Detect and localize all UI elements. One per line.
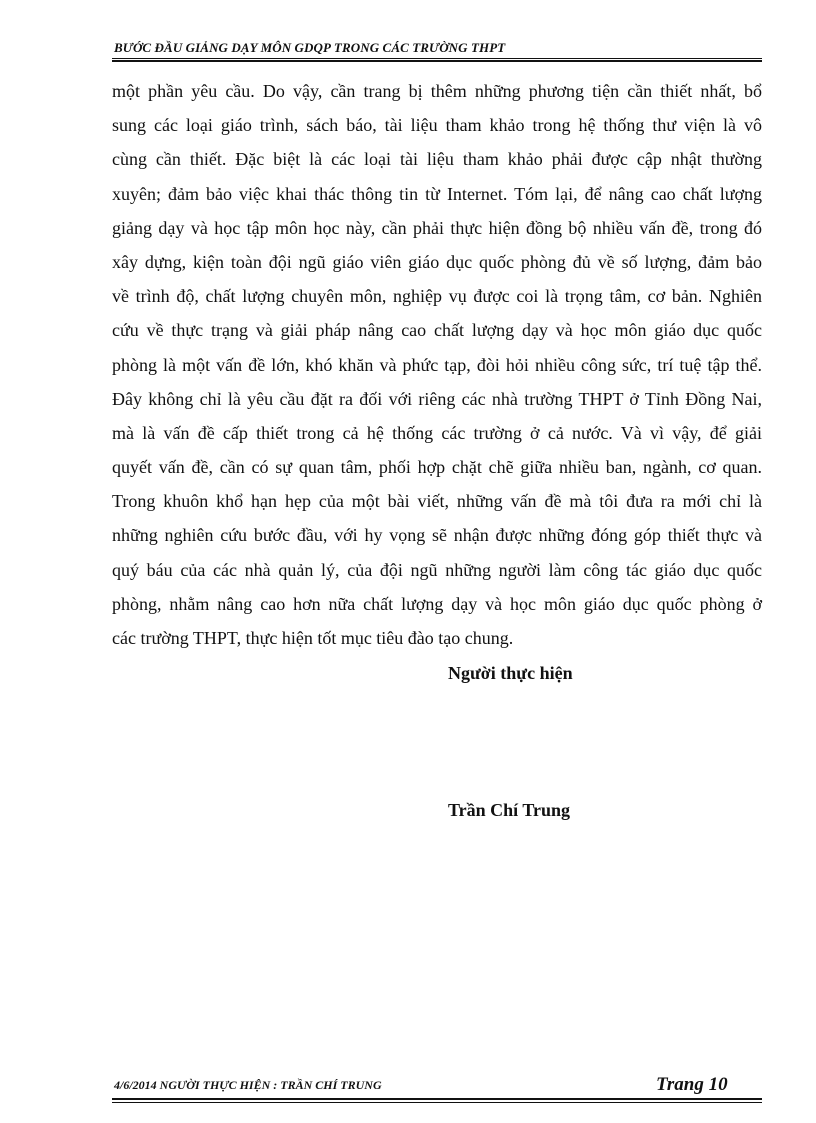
paragraph-line: những nghiên cứu bước đầu, với hy vọng sẽ nhận được những đóng góp thiết thực và bbox=[112, 525, 762, 546]
page-footer bbox=[112, 1074, 762, 1106]
header-rule-thick bbox=[112, 60, 762, 62]
page-header bbox=[112, 38, 762, 62]
signature-role: Người thực hiện bbox=[448, 663, 573, 683]
paragraph-line-last: các trường THPT, thực hiện tốt mục tiêu đào tạo chung. bbox=[112, 628, 514, 648]
paragraph-line: cứu về thực trạng và giải pháp nâng cao chất lượng dạy và học môn giáo dục quốc bbox=[112, 320, 762, 341]
paragraph-line: quyết vấn đề, cần có sự quan tâm, phối hợp chặt chẽ giữa nhiều ban, ngành, cơ quan. bbox=[112, 457, 762, 478]
header-rule bbox=[112, 58, 762, 59]
page-number: Trang 10 bbox=[656, 1074, 728, 1095]
footer-author-date: 4/6/2014 NGƯỜI THỰC HIỆN : TRẦN CHÍ TRUNG bbox=[114, 1078, 382, 1092]
paragraph-line: mà là vấn đề cấp thiết trong cả hệ thống các trường ở cả nước. Và vì vậy, để giải bbox=[112, 422, 762, 443]
body-paragraph bbox=[112, 74, 762, 655]
paragraph-line: giảng dạy và học tập môn học này, cần phải thực hiện đồng bộ nhiều vấn đề, trong đó bbox=[112, 217, 762, 238]
paragraph-line: Đây không chỉ là yêu cầu đặt ra đối với riêng các nhà trường THPT ở Tỉnh Đồng Nai, bbox=[112, 388, 762, 409]
paragraph-line: phòng, nhằm nâng cao hơn nữa chất lượng dạy và học môn giáo dục quốc phòng ở bbox=[112, 593, 762, 614]
paragraph-line: sung các loại giáo trình, sách báo, tài liệu tham khảo trong hệ thống thư viện là vô bbox=[112, 115, 762, 136]
header-title: BƯỚC ĐẦU GIẢNG DẠY MÔN GDQP TRONG CÁC TRƯỜNG THPT bbox=[114, 40, 506, 55]
paragraph-line: phòng là một vấn đề lớn, khó khăn và phức tạp, đòi hỏi nhiều công sức, trí tuệ tập thể. bbox=[112, 354, 762, 375]
paragraph-line: xây dựng, kiện toàn đội ngũ giáo viên giáo dục quốc phòng đủ về số lượng, đảm bảo bbox=[112, 251, 762, 272]
paragraph-line: một phần yêu cầu. Do vậy, cần trang bị thêm những phương tiện cần thiết nhất, bổ bbox=[112, 81, 762, 101]
signature-name: Trần Chí Trung bbox=[448, 800, 571, 820]
footer-rule bbox=[112, 1102, 762, 1103]
paragraph-line: xuyên; đảm bảo việc khai thác thông tin từ Internet. Tóm lại, để nâng cao chất lượng bbox=[112, 183, 762, 204]
footer-rule-thick bbox=[112, 1098, 762, 1100]
paragraph-line: cùng cần thiết. Đặc biệt là các loại tài liệu tham khảo phải được cập nhật thường bbox=[112, 149, 762, 170]
paragraph-line: về trình độ, chất lượng chuyên môn, nghiệp vụ được coi là trọng tâm, cơ bản. Nghiên bbox=[112, 286, 762, 307]
paragraph-line: quý báu của các nhà quản lý, của đội ngũ những người làm công tác giáo dục quốc bbox=[112, 559, 762, 580]
paragraph-line: Trong khuôn khổ hạn hẹp của một bài viết, những vấn đề mà tôi đưa ra mới chỉ là bbox=[112, 491, 762, 512]
